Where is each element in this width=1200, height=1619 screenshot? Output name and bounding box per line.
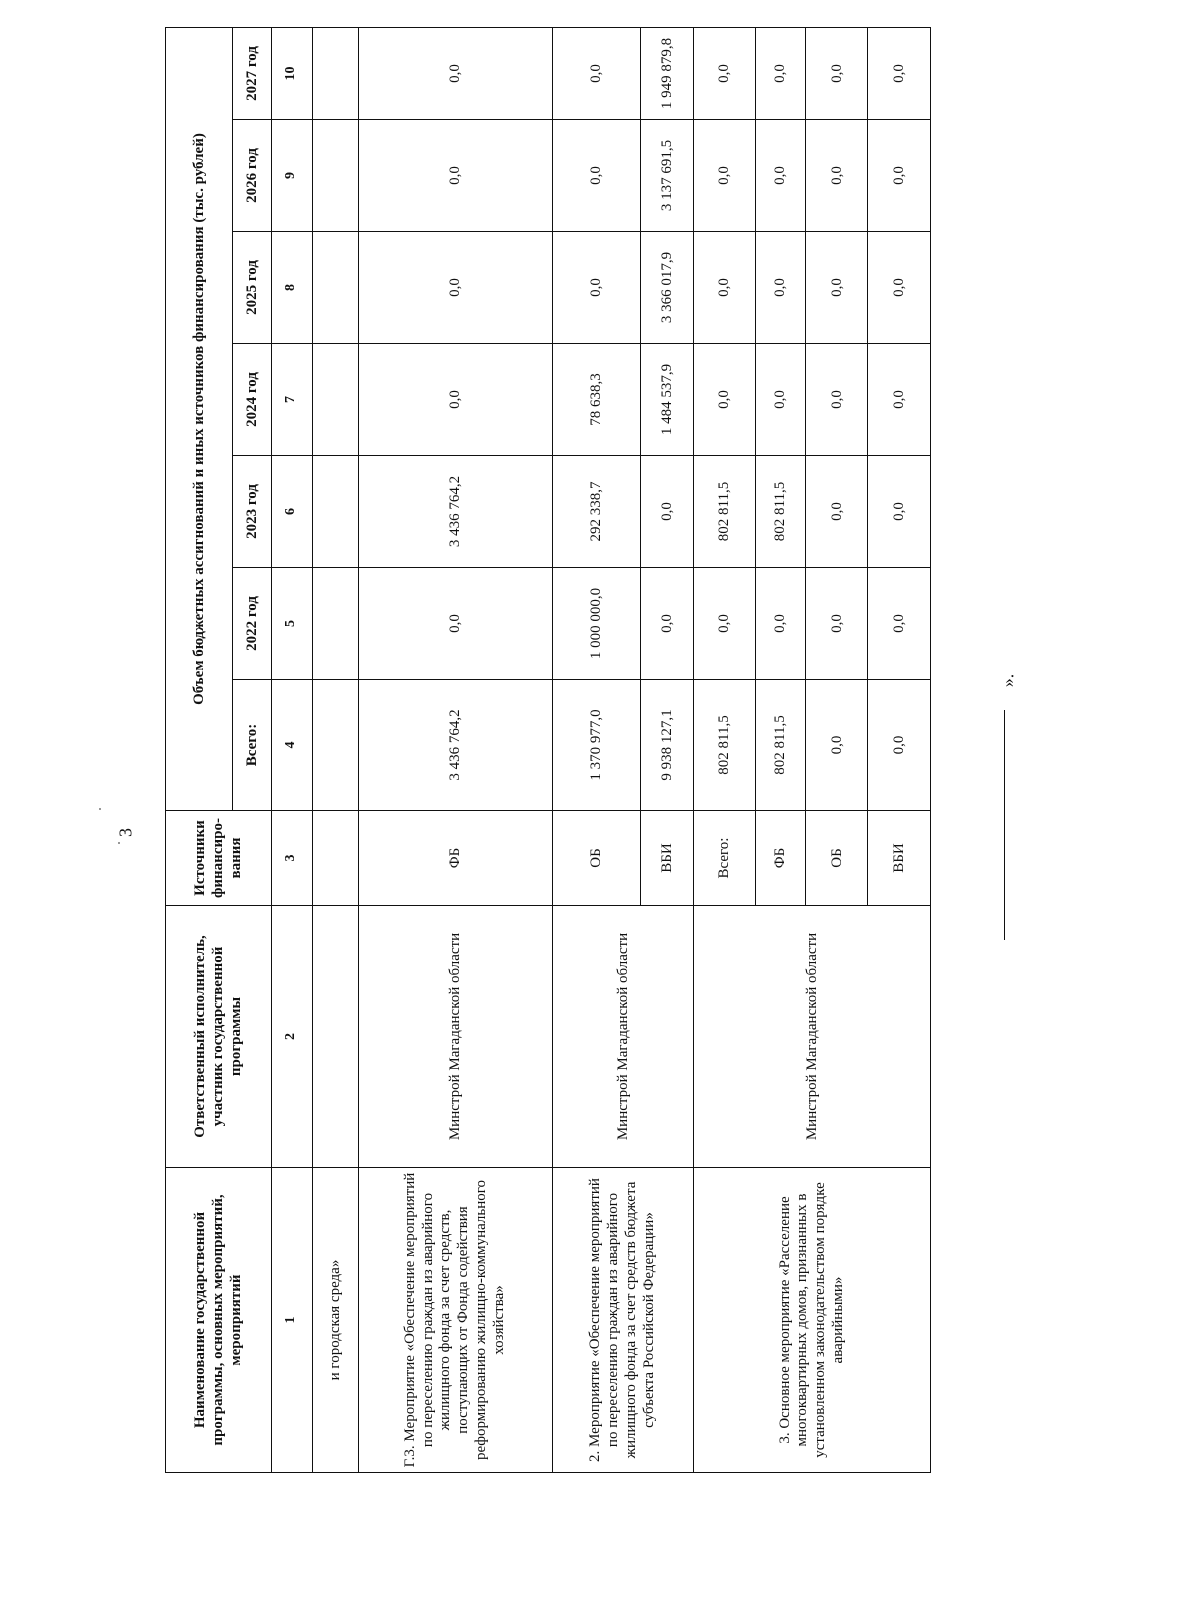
scan-speck: [118, 842, 120, 844]
financing-table: [165, 27, 931, 1473]
measure-name: Г.3. Мероприятие «Обеспечение мероприятий по переселению граждан из аварийного жилищного фонда за счет средств, поступающих от Фонда содействия реформированию жилищно-коммунального хозяйства»: [358, 1168, 552, 1473]
table-row: [694, 27, 756, 1472]
table-row: [552, 27, 640, 1472]
value-cell: 1 000 000,0: [552, 568, 640, 680]
closing-rule: [1004, 710, 1005, 940]
value-cell: 3 436 764,2: [358, 680, 552, 811]
header-year: 2026 год: [232, 120, 271, 232]
value-cell: 0,0: [805, 232, 868, 344]
value-cell: 0,0: [552, 27, 640, 119]
col-number: 2: [271, 906, 312, 1168]
value-cell: 0,0: [640, 568, 693, 680]
value-cell: 0,0: [868, 456, 931, 568]
col-number: 6: [271, 456, 312, 568]
closing-mark: [997, 670, 1018, 950]
value-cell: 1 949 879,8: [640, 27, 693, 119]
value-cell: 0,0: [805, 27, 868, 119]
value-cell: 0,0: [694, 120, 756, 232]
value-cell: 0,0: [755, 344, 805, 456]
value-cell: 0,0: [805, 568, 868, 680]
value-cell: 802 811,5: [755, 680, 805, 811]
value-cell: 292 338,7: [552, 456, 640, 568]
value-cell: 0,0: [694, 27, 756, 119]
value-cell: 0,0: [694, 232, 756, 344]
value-cell: 0,0: [755, 232, 805, 344]
value-cell: 0,0: [755, 120, 805, 232]
header-year: 2022 год: [232, 568, 271, 680]
value-cell: 1 370 977,0: [552, 680, 640, 811]
executor: Минстрой Магаданской области: [694, 906, 931, 1168]
funding-source: ОБ: [805, 811, 868, 906]
value-cell: 0,0: [755, 27, 805, 119]
value-cell: 0,0: [358, 120, 552, 232]
value-cell: 0,0: [868, 680, 931, 811]
value-cell: 0,0: [805, 680, 868, 811]
value-cell: 0,0: [755, 568, 805, 680]
continuation-text: и городская среда»: [312, 1168, 358, 1473]
number-row: [271, 27, 312, 1472]
col-number: 1: [271, 1168, 312, 1473]
value-cell: 0,0: [868, 27, 931, 119]
value-cell: 0,0: [868, 120, 931, 232]
value-cell: 0,0: [552, 120, 640, 232]
value-cell: 0,0: [358, 232, 552, 344]
value-cell: 802 811,5: [694, 680, 756, 811]
col-number: 3: [271, 811, 312, 906]
value-cell: 0,0: [805, 120, 868, 232]
value-cell: 802 811,5: [694, 456, 756, 568]
executor: Минстрой Магаданской области: [358, 906, 552, 1168]
page-number: 3: [115, 828, 136, 837]
funding-source: ФБ: [755, 811, 805, 906]
closing-quote: ».: [997, 673, 1018, 688]
header-source: Источники финансиро-вания: [166, 811, 272, 906]
header-year: 2027 год: [232, 27, 271, 119]
value-cell: 3 366 017,9: [640, 232, 693, 344]
value-cell: 0,0: [805, 344, 868, 456]
measure-name: 2. Мероприятие «Обеспечение мероприятий по переселению граждан из аварийного жилищного фонда за счет средств бюджета субъекта Российской Федерации»: [552, 1168, 694, 1473]
header-group: Объем бюджетных ассигнований и иных источников финансирования (тыс. рублей): [166, 27, 233, 810]
value-cell: 0,0: [694, 568, 756, 680]
value-cell: 0,0: [358, 27, 552, 119]
funding-source: ФБ: [358, 811, 552, 906]
col-number: 7: [271, 344, 312, 456]
value-cell: 9 938 127,1: [640, 680, 693, 811]
header-year: Всего:: [232, 680, 271, 811]
header-name: Наименование государственной программы, основных мероприятий, мероприятий: [166, 1168, 272, 1473]
value-cell: 0,0: [694, 344, 756, 456]
header-year: 2023 год: [232, 456, 271, 568]
col-number: 10: [271, 27, 312, 119]
value-cell: 0,0: [640, 456, 693, 568]
col-number: 9: [271, 120, 312, 232]
funding-source: ВБИ: [640, 811, 693, 906]
value-cell: 3 137 691,5: [640, 120, 693, 232]
value-cell: 0,0: [868, 344, 931, 456]
value-cell: 3 436 764,2: [358, 456, 552, 568]
value-cell: 0,0: [805, 456, 868, 568]
funding-source: ВБИ: [868, 811, 931, 906]
header-year: 2024 год: [232, 344, 271, 456]
value-cell: 802 811,5: [755, 456, 805, 568]
table-row: [358, 27, 552, 1472]
col-number: 8: [271, 232, 312, 344]
measure-name: 3. Основное мероприятие «Расселение многоквартирных домов, признанных в установленном законодательством порядке аварийными»: [694, 1168, 931, 1473]
col-number: 5: [271, 568, 312, 680]
funding-source: ОБ: [552, 811, 640, 906]
scan-speck: [99, 808, 101, 810]
header-row-1: [166, 27, 233, 1472]
value-cell: 0,0: [358, 568, 552, 680]
funding-source: Всего:: [694, 811, 756, 906]
rotated-page: [165, 28, 931, 1473]
value-cell: 1 484 537,9: [640, 344, 693, 456]
executor: Минстрой Магаданской области: [552, 906, 694, 1168]
value-cell: 0,0: [358, 344, 552, 456]
value-cell: 0,0: [868, 232, 931, 344]
value-cell: 78 638,3: [552, 344, 640, 456]
header-executor: Ответственный исполнитель, участник государственной программы: [166, 906, 272, 1168]
continuation-row: [312, 27, 358, 1472]
value-cell: 0,0: [552, 232, 640, 344]
col-number: 4: [271, 680, 312, 811]
header-year: 2025 год: [232, 232, 271, 344]
value-cell: 0,0: [868, 568, 931, 680]
